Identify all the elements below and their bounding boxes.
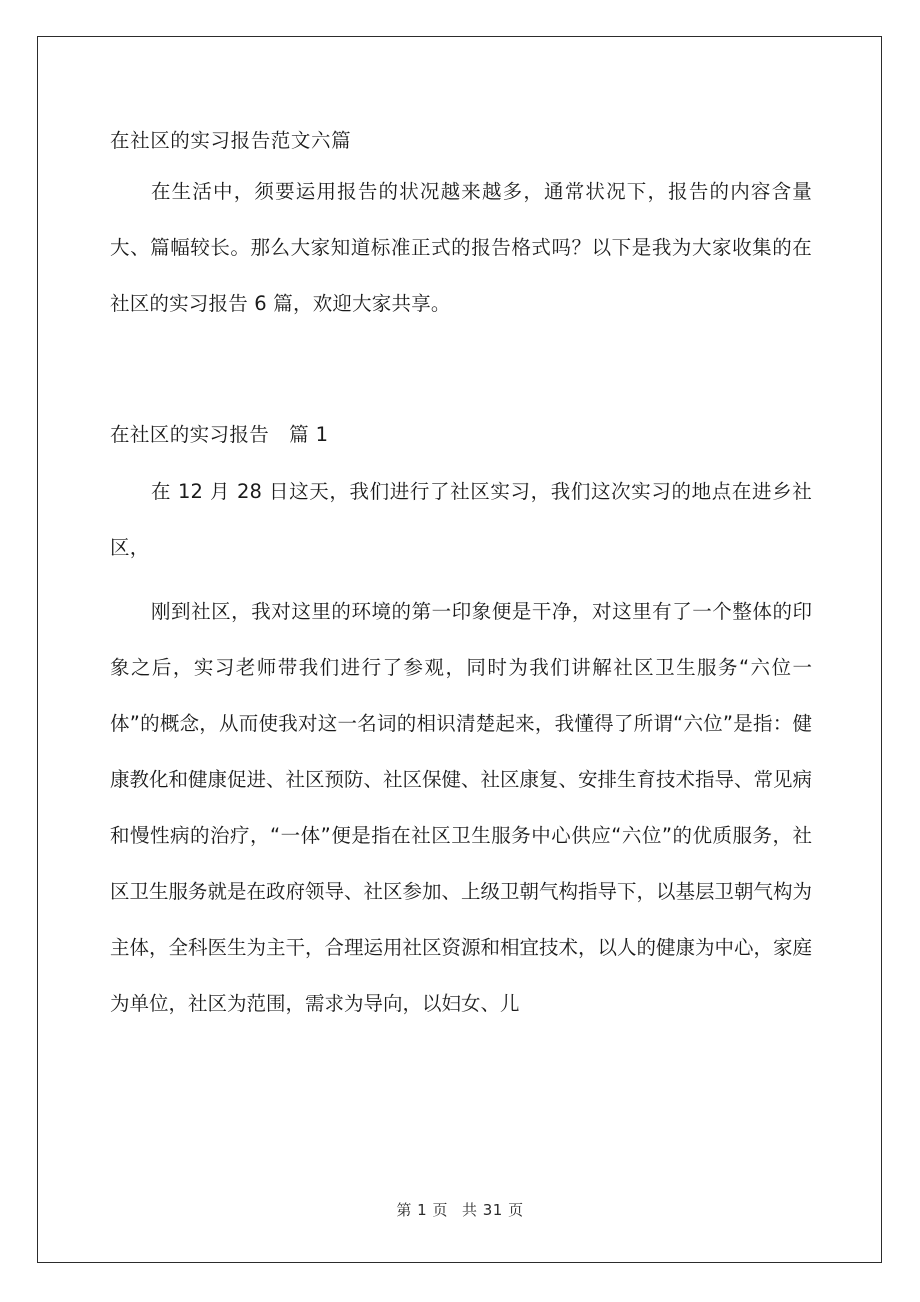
- spacer-title: [110, 156, 812, 164]
- body-paragraph-2: 刚到社区，我对这里的环境的第一印象便是干净，对这里有了一个整体的印象之后，实习老师带我们进行了参观，同时为我们讲解社区卫生服务“六位一体”的概念，从而使我对这一名词的相识清楚起来，我懂得了所谓“六位”是指：健康教化和健康促进、社区预防、社区保健、社区康复、安排生育技术指导、常见病和慢性病的治疗，“一体”便是指在社区卫生服务中心供应“六位”的优质服务，社区卫生服务就是在政府领导、社区参加、上级卫朝气构指导下，以基层卫朝气构为主体，全科医生为主干，合理运用社区资源和相宜技术，以人的健康为中心，家庭为单位，社区为范围，需求为导向，以妇女、儿: [110, 600, 813, 1015]
- document-content: [110, 126, 812, 1032]
- document-title: 在社区的实习报告范文六篇: [110, 129, 352, 152]
- body-paragraph-1: 在 12 月 28 日这天，我们进行了社区实习，我们这次实习的地点在进乡社区，: [110, 480, 812, 559]
- intro-paragraph: 在生活中，须要运用报告的状况越来越多，通常状况下，报告的内容含量大、篇幅较长。那么大家知道标准正式的报告格式吗？以下是我为大家收集的在社区的实习报告 6 篇，欢迎大家共享。: [110, 180, 812, 315]
- spacer-intro: [110, 332, 812, 418]
- section-heading-pian-1: 在社区的实习报告 篇 1: [110, 423, 329, 446]
- page-footer: [0, 1199, 920, 1220]
- spacer-heading: [110, 452, 812, 464]
- spacer-para-1: [110, 576, 812, 584]
- footer-total-pages: 共 31 页: [461, 1201, 524, 1219]
- footer-current-page: 第 1 页: [396, 1201, 448, 1219]
